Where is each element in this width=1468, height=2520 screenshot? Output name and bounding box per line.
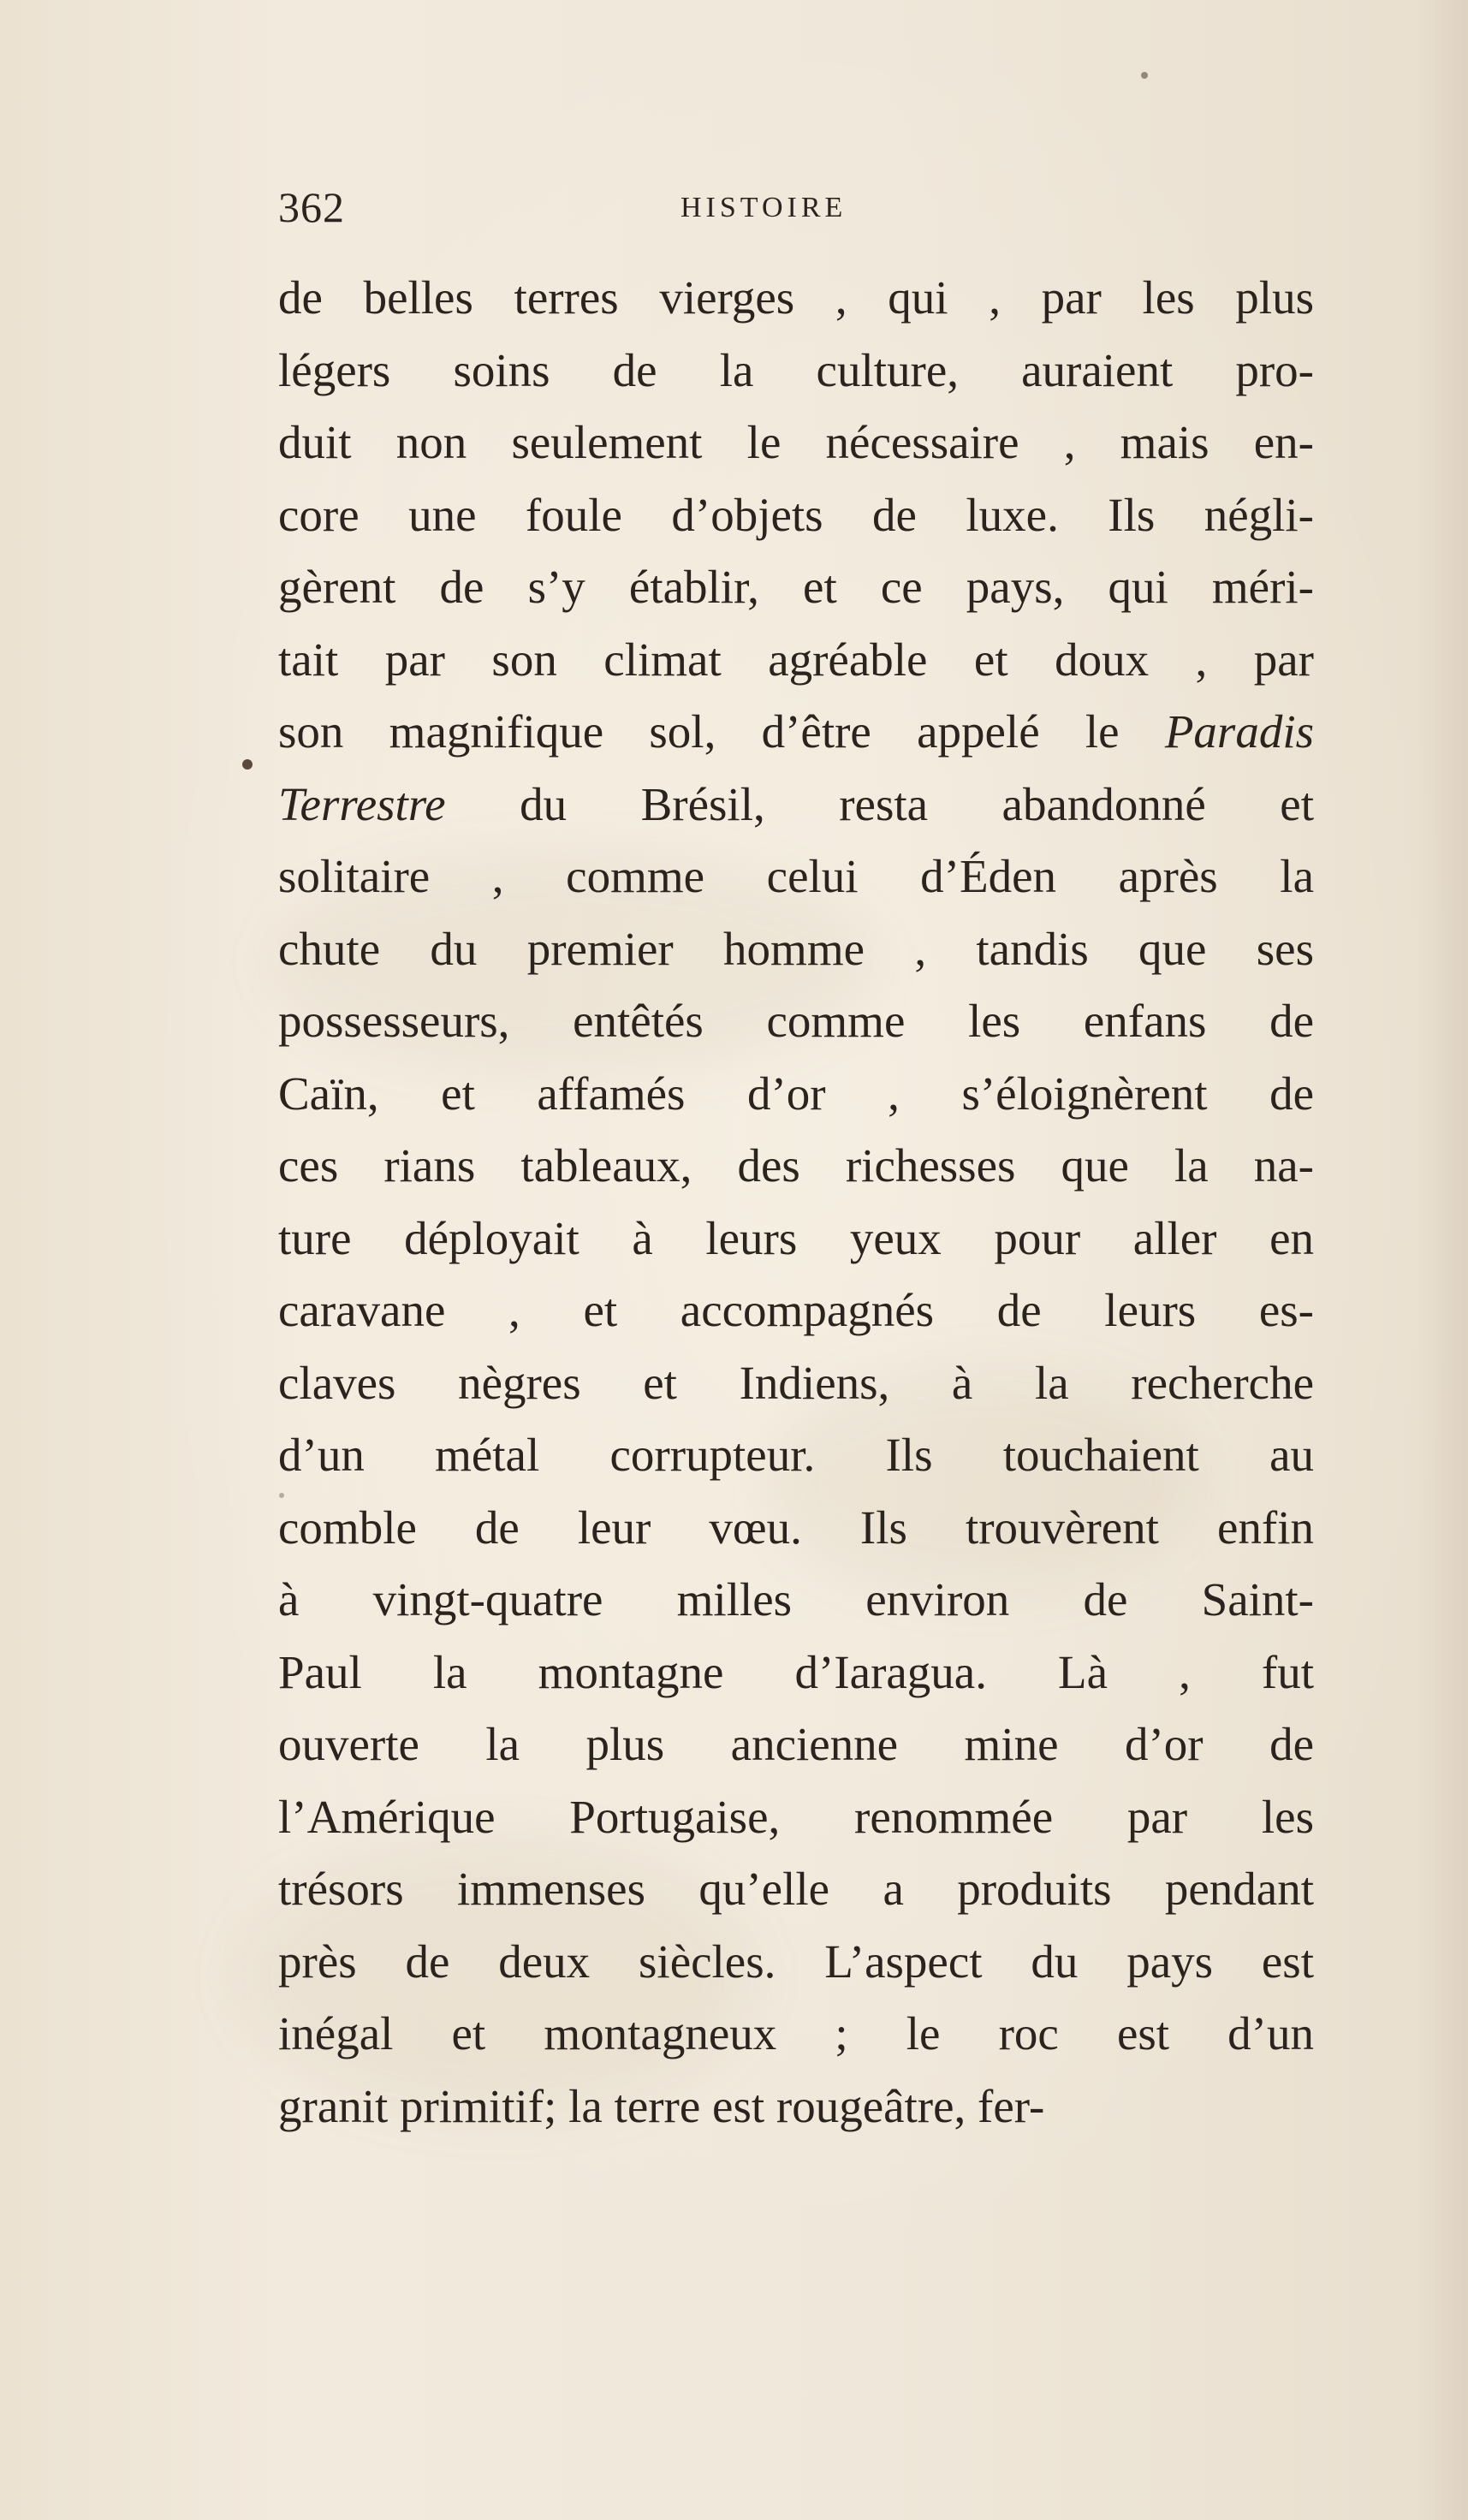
text-line bbox=[278, 1203, 1314, 1275]
running-head: HISTOIRE bbox=[681, 192, 847, 223]
text-line bbox=[278, 335, 1314, 407]
text-line bbox=[278, 1637, 1314, 1709]
text-line bbox=[278, 262, 1314, 335]
text-line-segment: inégal et montagneux ; le roc est d’un bbox=[278, 2007, 1314, 2059]
text-line-segment: core une foule d’objets de luxe. Ils négli- bbox=[278, 488, 1314, 541]
text-line bbox=[278, 1926, 1314, 1999]
text-line-segment: claves nègres et Indiens, à la recherche bbox=[278, 1356, 1314, 1409]
ink-speck bbox=[1141, 72, 1148, 79]
text-line bbox=[278, 1275, 1314, 1347]
text-line-segment: ces rians tableaux, des richesses que la na- bbox=[278, 1139, 1314, 1192]
text-line-segment: gèrent de s’y établir, et ce pays, qui méri- bbox=[278, 561, 1314, 613]
italic-phrase: Paradis bbox=[1164, 705, 1314, 758]
body-text bbox=[278, 262, 1314, 2171]
text-line bbox=[278, 1130, 1314, 1203]
text-line-segment: granit primitif; la terre est rougeâtre, fer- bbox=[278, 2079, 1045, 2132]
text-line bbox=[278, 841, 1314, 913]
text-line bbox=[278, 624, 1314, 697]
text-line-segment: chute du premier homme , tandis que ses bbox=[278, 922, 1314, 975]
text-line bbox=[278, 913, 1314, 986]
text-line-segment: d’un métal corrupteur. Ils touchaient au bbox=[278, 1429, 1314, 1481]
text-line-segment: trésors immenses qu’elle a produits pendant bbox=[278, 1863, 1314, 1915]
text-line-segment: à vingt-quatre milles environ de Saint- bbox=[278, 1573, 1314, 1626]
text-line bbox=[278, 696, 1314, 769]
text-line-segment: duit non seulement le nécessaire , mais en- bbox=[278, 416, 1314, 468]
text-line bbox=[278, 1347, 1314, 1420]
text-line bbox=[278, 1564, 1314, 1637]
text-line-segment: tait par son climat agréable et doux , par bbox=[278, 633, 1314, 686]
text-line bbox=[278, 1853, 1314, 1926]
text-line-segment: Caïn, et affamés d’or , s’éloignèrent de bbox=[278, 1067, 1314, 1120]
text-line bbox=[278, 551, 1314, 624]
text-line bbox=[278, 407, 1314, 479]
text-line-segment: du Brésil, resta abandonné et bbox=[445, 777, 1314, 830]
text-line-segment: légers soins de la culture, auraient pro- bbox=[278, 343, 1314, 396]
text-line-segment: caravane , et accompagnés de leurs es- bbox=[278, 1284, 1314, 1336]
text-line bbox=[278, 1709, 1314, 1781]
text-line-segment: ture déployait à leurs yeux pour aller en bbox=[278, 1211, 1314, 1264]
italic-phrase: Terrestre bbox=[278, 777, 446, 830]
text-line-segment: l’Amérique Portugaise, renommée par les bbox=[278, 1790, 1314, 1843]
ink-speck bbox=[279, 1493, 284, 1498]
text-line-segment: près de deux siècles. L’aspect du pays est bbox=[278, 1935, 1314, 1988]
text-line bbox=[278, 1058, 1314, 1131]
text-line-segment: comble de leur vœu. Ils trouvèrent enfin bbox=[278, 1501, 1314, 1554]
page-edge-shadow bbox=[1417, 0, 1468, 2520]
text-line-segment: possesseurs, entêtés comme les enfans de bbox=[278, 995, 1314, 1047]
text-line bbox=[278, 479, 1314, 552]
text-line bbox=[278, 769, 1314, 841]
page-number: 362 bbox=[278, 183, 345, 231]
text-line-segment: Paul la montagne d’Iaragua. Là , fut bbox=[278, 1645, 1314, 1698]
text-line bbox=[278, 985, 1314, 1058]
text-line bbox=[278, 1419, 1314, 1492]
text-line bbox=[278, 1492, 1314, 1565]
text-line bbox=[278, 1781, 1314, 1854]
text-line bbox=[278, 1998, 1314, 2071]
text-line-segment: son magnifique sol, d’être appelé le bbox=[278, 705, 1165, 758]
text-line-segment: ouverte la plus ancienne mine d’or de bbox=[278, 1718, 1314, 1770]
ink-speck bbox=[242, 759, 253, 770]
page-header bbox=[278, 181, 1314, 233]
text-line bbox=[278, 2071, 1314, 2143]
text-line-segment: de belles terres vierges , qui , par les plus bbox=[278, 271, 1314, 324]
text-line-segment: solitaire , comme celui d’Éden après la bbox=[278, 850, 1314, 902]
